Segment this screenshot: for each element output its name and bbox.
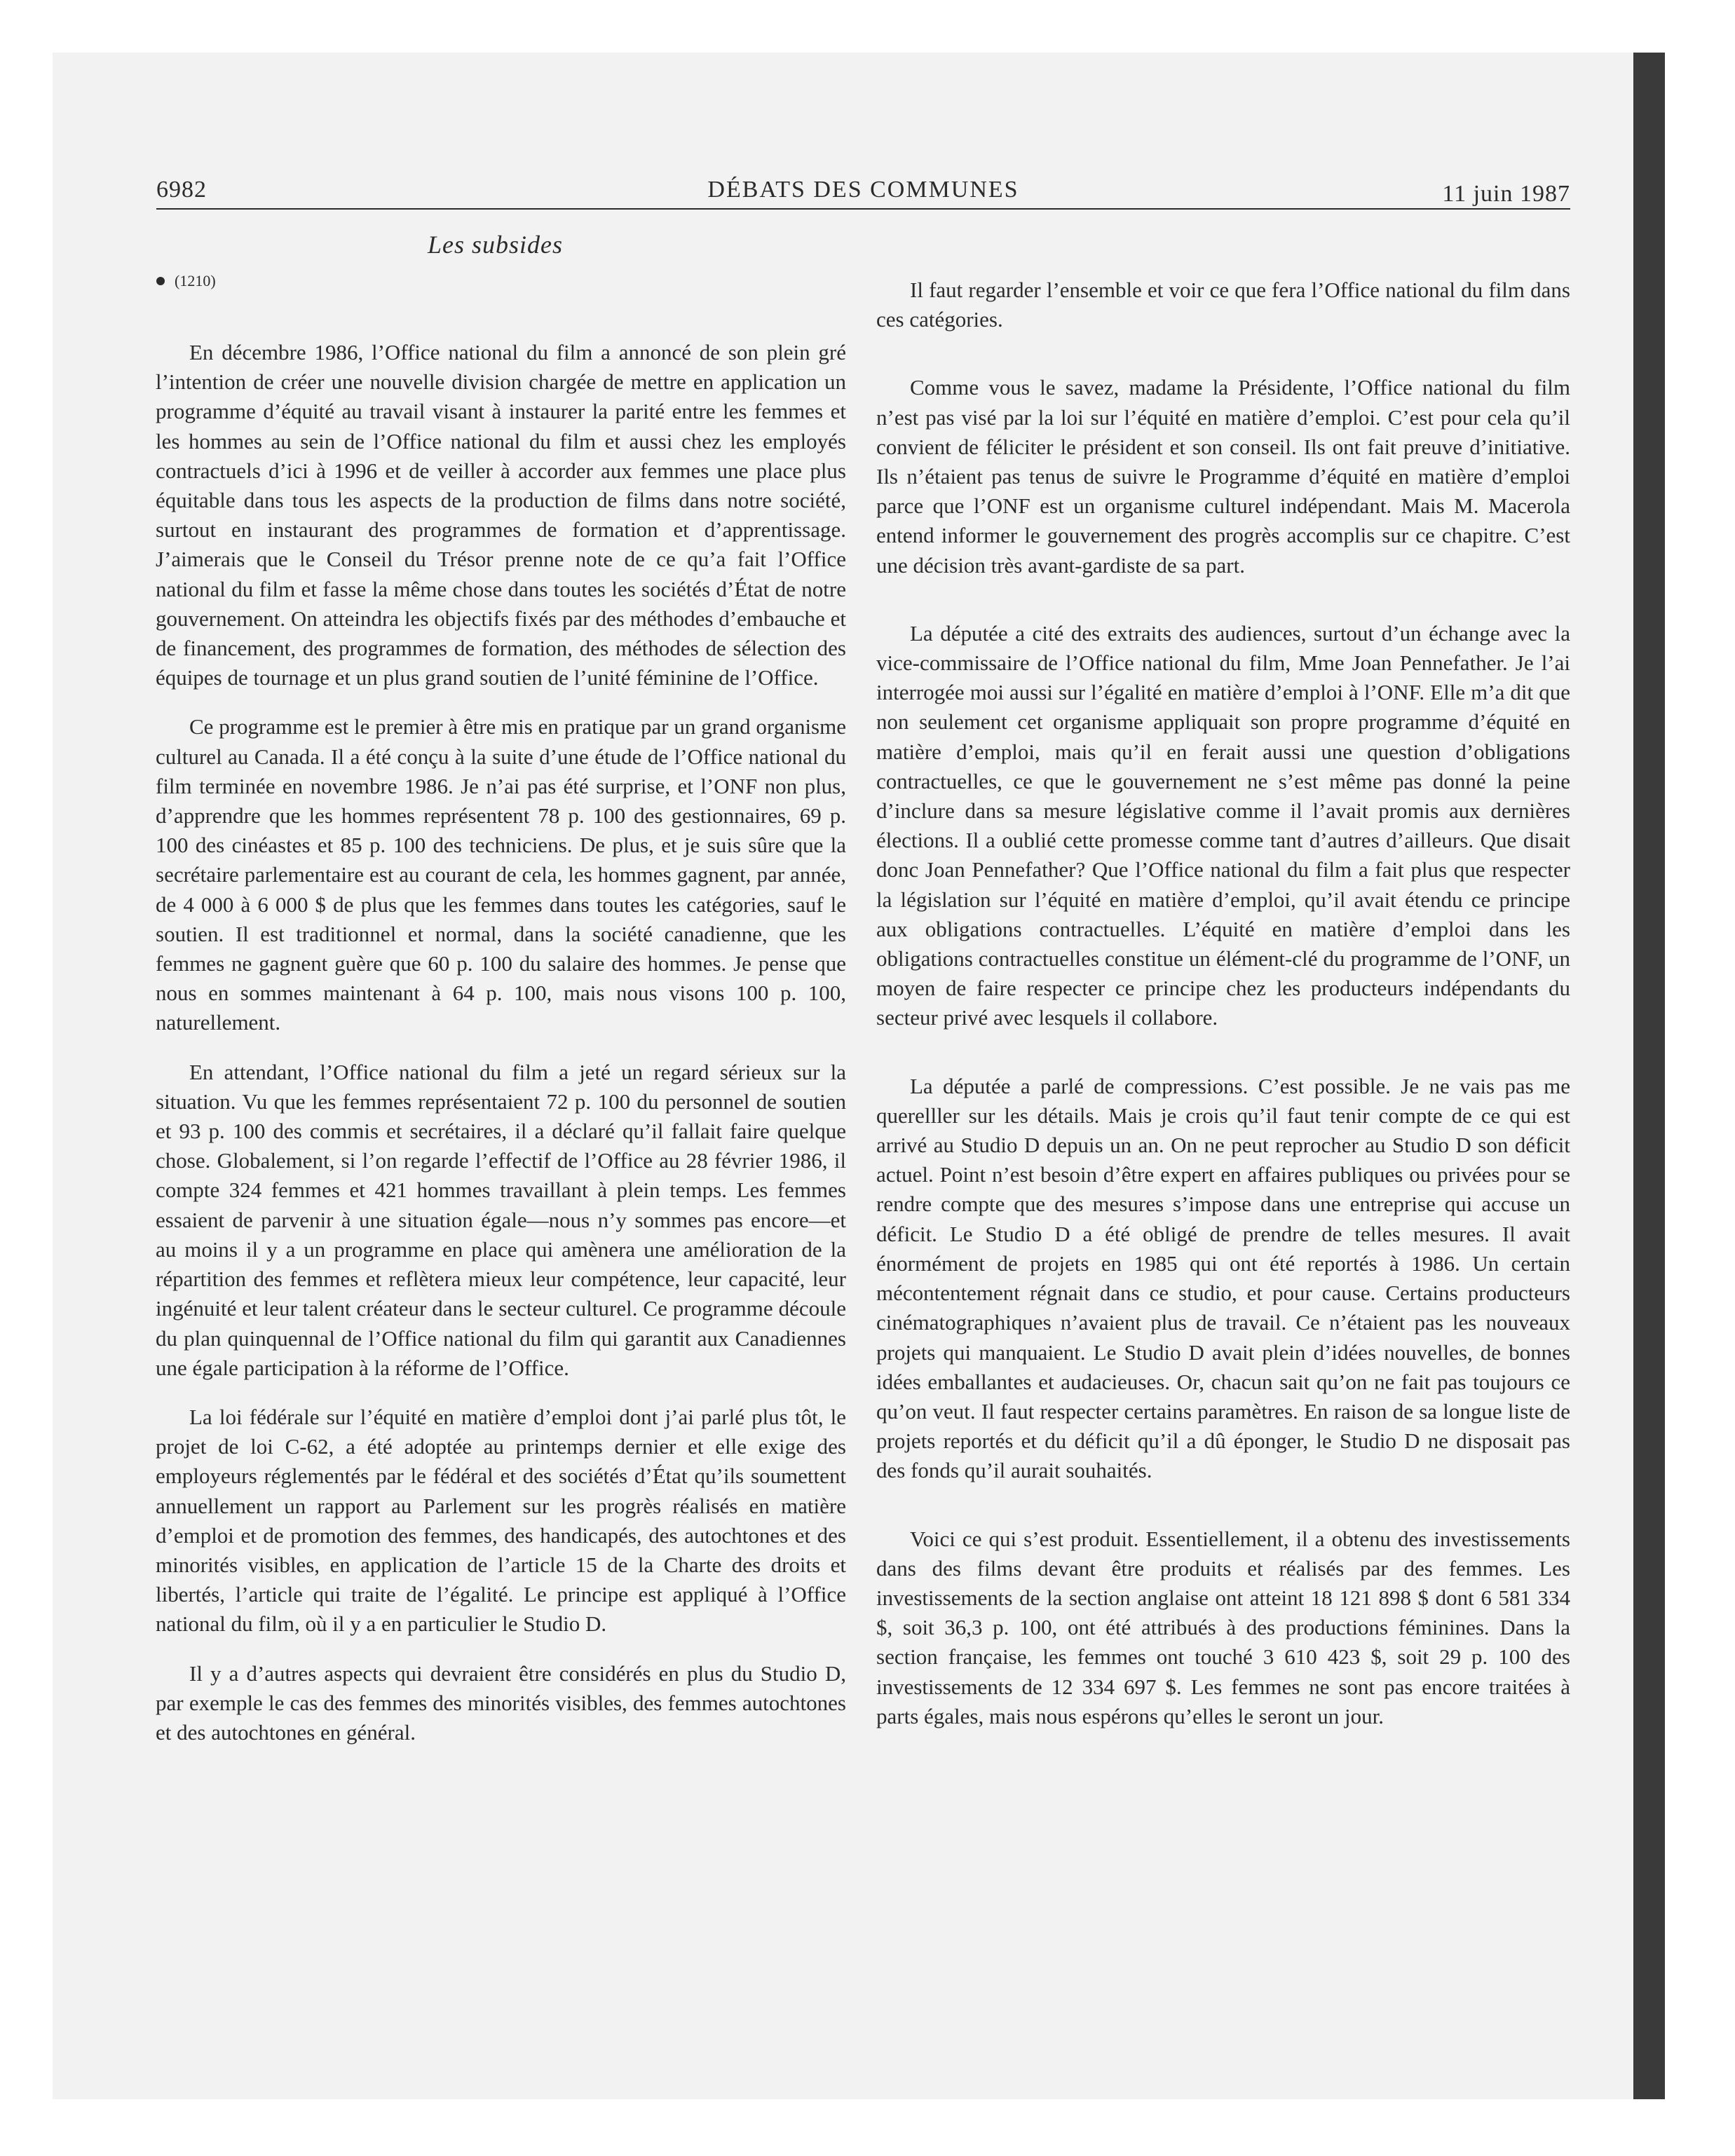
journal-title: DÉBATS DES COMMUNES (707, 177, 1019, 203)
paragraph: La députée a parlé de compressions. C’est possible. Je ne vais pas me querelller sur les détails. Mais je crois qu’il faut tenir compte de ce qui est arrivé au Studio D depuis un an. On ne peut reprocher au Studio D son déficit actuel. Point n’est besoin d’être expert en affaires publiques ou privées pour se rendre compte que des mesures s’impose dans une entreprise qui accuse un déficit. Le Studio D a été obligé de prendre de telles mesures. Il avait énormément de projets en 1985 qui ont été reportés à 1986. Un certain mécontentement régnait dans ce studio, et pour cause. Certains producteurs cinématographiques n’avaient plus de travail. Ce n’étaient pas les nouveaux projets qui manquaient. Le Studio D avait plein d’idées nouvelles, de bonnes idées emballantes et audacieuses. Or, chacun sait qu’on ne fait pas toujours ce qu’on veut. Il faut respecter certains paramètres. En raison de sa longue liste de projets reportés et du déficit qu’il a dû éponger, le Studio D ne disposait pas des fonds qu’il aurait souhaités. (876, 1073, 1570, 1483)
left-column (156, 338, 846, 1747)
paragraph: Ce programme est le premier à être mis en pratique par un grand organisme culturel au Canada. Il a été conçu à la suite d’une étude de l’Office national du film terminée en novembre 1986. Je n’ai pas été surprise, et l’ONF non plus, d’apprendre que les hommes représentent 78 p. 100 des gestionnaires, 69 p. 100 des cinéastes et 85 p. 100 des techniciens. De plus, et je suis sûre que la secrétaire parlementaire est au courant de cela, les hommes gagnent, par année, de 4 000 à 6 000 $ de plus que les femmes dans toutes les catégories, sauf le soutien. Il est traditionnel et normal, dans la société canadienne, que les femmes ne gagnent guère que 60 p. 100 du salaire des hommes. Je pense que nous en sommes maintenant à 64 p. 100, mais nous visons 100 p. 100, naturellement. (156, 714, 846, 1035)
bullet-icon (156, 277, 165, 285)
paragraph: Il y a d’autres aspects qui devraient être considérés en plus du Studio D, par exemple le cas des femmes des minorités visibles, des femmes autochtones et des autochtones en général. (156, 1660, 846, 1745)
right-column (876, 275, 1570, 1731)
paragraph: En décembre 1986, l’Office national du film a annoncé de son plein gré l’intention de créer une nouvelle division chargée de mettre en application un programme d’équité au travail visant à instaurer la parité entre les femmes et les hommes au sein de l’Office national du film et aussi chez les employés contractuels d’ici à 1996 et de veiller à accorder aux femmes une place plus équitable dans tous les aspects de la production de films dans notre société, surtout en instaurant des programmes de formation et d’apprentissage. J’aimerais que le Conseil du Trésor prenne note de ce qu’a fait l’Office national du film et fasse la même chose dans toutes les sociétés d’État de notre gouvernement. On atteindra les objectifs fixés par des méthodes d’embauche et de financement, des programmes de formation, des méthodes de sélection des équipes de tournage et un plus grand soutien de l’unité féminine de l’Office. (156, 340, 846, 690)
page-number: 6982 (156, 177, 207, 203)
paragraph: Il faut regarder l’ensemble et voir ce que fera l’Office national du film dans ces catégories. (876, 278, 1570, 332)
running-header (156, 177, 1570, 212)
paragraph: Comme vous le savez, madame la Présidente, l’Office national du film n’est pas visé par la loi sur l’équité en matière d’emploi. C’est pour cela qu’il convient de féliciter le président et son conseil. Ils ont fait preuve d’initiative. Ils n’étaient pas tenus de suivre le Programme d’équité en matière d’emploi parce que l’ONF est un organisme culturel indépendant. Mais M. Macerola entend informer le gouvernement des progrès accomplis sur ce chapitre. C’est une décision très avant-gardiste de sa part. (876, 375, 1570, 578)
paragraph: Voici ce qui s’est produit. Essentiellement, il a obtenu des investissements dans des films devant être produits et réalisés par des femmes. Les investissements de la section anglaise ont atteint 18 121 898 $ dont 6 581 334 $, soit 36,3 p. 100, ont été attribués à des productions féminines. Dans la section française, les femmes ont touché 3 610 423 $, soit 29 p. 100 des investissements de 12 334 697 $. Les femmes ne sont pas encore traitées à parts égales, mais nous espérons qu’elles le seront un jour. (876, 1526, 1570, 1728)
time-marker-text: (1210) (175, 272, 216, 289)
header-date: 11 juin 1987 (1442, 181, 1570, 207)
section-title: Les subsides (428, 231, 564, 259)
header-rule (156, 208, 1570, 210)
paragraph: La loi fédérale sur l’équité en matière d’emploi dont j’ai parlé plus tôt, le projet de loi C-62, a été adoptée au printemps dernier et elle exige des employeurs réglementés par le fédéral et des sociétés d’État qu’ils soumettent annuellement un rapport au Parlement sur les progrès réalisés en matière d’emploi et de promotion des femmes, des handicapés, des autochtones et des minorités visibles, en application de l’article 15 de la Charte des droits et libertés, l’article qui traite de l’égalité. Le principe est appliqué à l’Office national du film, où il y a en particulier le Studio D. (156, 1404, 846, 1637)
paragraph: En attendant, l’Office national du film a jeté un regard sérieux sur la situation. Vu que les femmes représentaient 72 p. 100 du personnel de soutien et 93 p. 100 des commis et secrétaires, il a déclaré qu’il fallait faire quelque chose. Globalement, si l’on regarde l’effectif de l’Office au 28 février 1986, il compte 324 femmes et 421 hommes travaillant à plein temps. Les femmes essaient de parvenir à une situation égale—nous n’y sommes pas encore—et au moins il y a un programme en place qui amènera une amélioration de la répartition des femmes et reflètera mieux leur compétence, leur capacité, leur ingénuité et leur talent créateur dans le secteur culturel. Ce programme découle du plan quinquennal de l’Office national du film qui garantit aux Canadiennes une égale participation à la réforme de l’Office. (156, 1059, 846, 1380)
paragraph: La députée a cité des extraits des audiences, surtout d’un échange avec la vice-commissaire de l’Office national du film, Mme Joan Pennefather. Je l’ai interrogée moi aussi sur l’égalité en matière d’emploi à l’ONF. Elle m’a dit que non seulement cet organisme appliquait son propre programme d’équité en matière d’emploi, mais qu’il en ferait aussi une question d’obligations contractuelles, ce que le gouvernement ne s’est même pas donné la peine d’inclure dans sa mesure législative comme il l’avait promis aux dernières élections. Il a oublié cette promesse comme tant d’autres d’ailleurs. Que disait donc Joan Pennefather? Que l’Office national du film a fait plus que respecter la législation sur l’équité en matière d’emploi, qu’il avait étendu ce principe aux obligations contractuelles. L’équité en matière d’emploi dans les obligations contractuelles constitue un élément-clé du programme de l’ONF, un moyen de faire respecter ce principe chez les producteurs indépendants du secteur privé avec lesquels il collabore. (876, 620, 1570, 1030)
time-marker (156, 272, 216, 290)
